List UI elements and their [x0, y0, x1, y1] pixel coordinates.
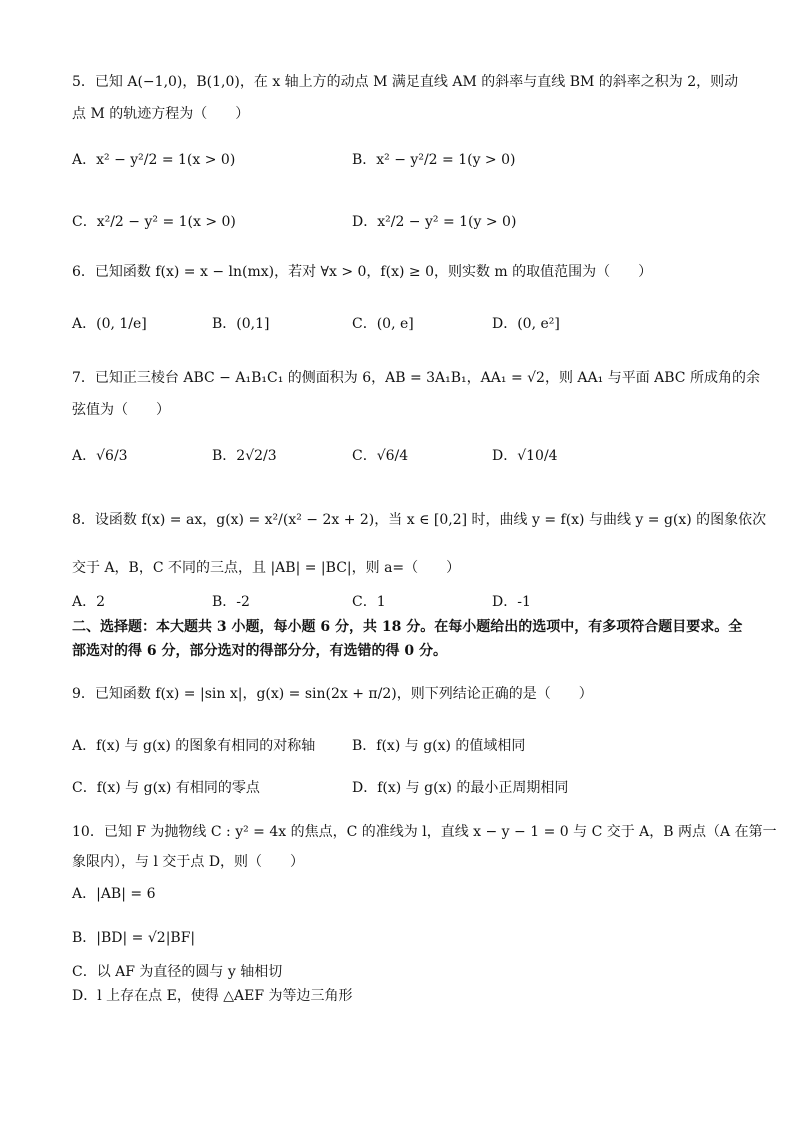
q7-stem-line2: 弦值为（ ）: [72, 402, 170, 418]
q8-stem-line2: 交于 A，B，C 不同的三点，且 |AB| = |BC|，则 a=（ ）: [72, 560, 461, 576]
q8-option-d: D．-1: [492, 594, 531, 610]
q10-option-b: B．|BD| = √2|BF|: [72, 930, 196, 946]
q5-stem-line2: 点 M 的轨迹方程为（ ）: [72, 106, 250, 122]
q10-stem-line1: 10．已知 F 为抛物线 C : y² = 4x 的焦点，C 的准线为 l，直线 x − y − 1 = 0 与 C 交于 A，B 两点（A 在第一: [72, 824, 777, 840]
q9-option-b: B．f(x) 与 g(x) 的值域相同: [352, 738, 526, 754]
q7-option-d: D．√10/4: [492, 448, 558, 464]
section2-heading-line2: 部选对的得 6 分，部分选对的得部分分，有选错的得 0 分。: [72, 643, 447, 659]
q6-option-b: B．(0,1]: [212, 316, 270, 332]
section2-heading-line1: 二、选择题：本大题共 3 小题，每小题 6 分，共 18 分。在每小题给出的选项中，有多项符合题目要求。全: [72, 619, 743, 635]
q8-option-a: A．2: [72, 594, 106, 610]
q9-option-c: C．f(x) 与 g(x) 有相同的零点: [72, 780, 260, 796]
q7-option-c: C．√6/4: [352, 448, 409, 464]
q5-option-b: B．x² − y²/2 = 1(y > 0): [352, 152, 516, 168]
q6-option-d: D．(0, e²]: [492, 316, 560, 332]
q8-option-c: C．1: [352, 594, 386, 610]
q5-option-a: A．x² − y²/2 = 1(x > 0): [72, 152, 236, 168]
q7-option-a: A．√6/3: [72, 448, 128, 464]
q9-option-d: D．f(x) 与 g(x) 的最小正周期相同: [352, 780, 569, 796]
q6-option-c: C．(0, e]: [352, 316, 414, 332]
q5-stem-line1: 5．已知 A(−1,0)，B(1,0)，在 x 轴上方的动点 M 满足直线 AM 的斜率与直线 BM 的斜率之积为 2，则动: [72, 74, 739, 90]
q10-option-c: C．以 AF 为直径的圆与 y 轴相切: [72, 964, 283, 980]
q8-option-b: B．-2: [212, 594, 250, 610]
q8-stem-line1: 8．设函数 f(x) = ax，g(x) = x²/(x² − 2x + 2)，当 x ∈ [0,2] 时，曲线 y = f(x) 与曲线 y = g(x) 的图象依次: [72, 512, 767, 528]
q10-stem-line2: 象限内），与 l 交于点 D，则（ ）: [72, 854, 305, 870]
q6-option-a: A．(0, 1/e]: [72, 316, 147, 332]
q7-option-b: B．2√2/3: [212, 448, 277, 464]
q9-stem-line1: 9．已知函数 f(x) = |sin x|，g(x) = sin(2x + π/2)，则下列结论正确的是（ ）: [72, 686, 593, 702]
q7-stem-line1: 7．已知正三棱台 ABC − A₁B₁C₁ 的侧面积为 6，AB = 3A₁B₁，AA₁ = √2，则 AA₁ 与平面 ABC 所成角的余: [72, 370, 760, 386]
q10-option-a: A．|AB| = 6: [72, 886, 156, 902]
q6-stem-line1: 6．已知函数 f(x) = x − ln(mx)，若对 ∀x > 0，f(x) ≥ 0，则实数 m 的取值范围为（ ）: [72, 264, 653, 280]
q9-option-a: A．f(x) 与 g(x) 的图象有相同的对称轴: [72, 738, 316, 754]
q10-option-d: D．l 上存在点 E，使得 △AEF 为等边三角形: [72, 988, 353, 1004]
q5-option-d: D．x²/2 − y² = 1(y > 0): [352, 214, 517, 230]
q5-option-c: C．x²/2 − y² = 1(x > 0): [72, 214, 236, 230]
